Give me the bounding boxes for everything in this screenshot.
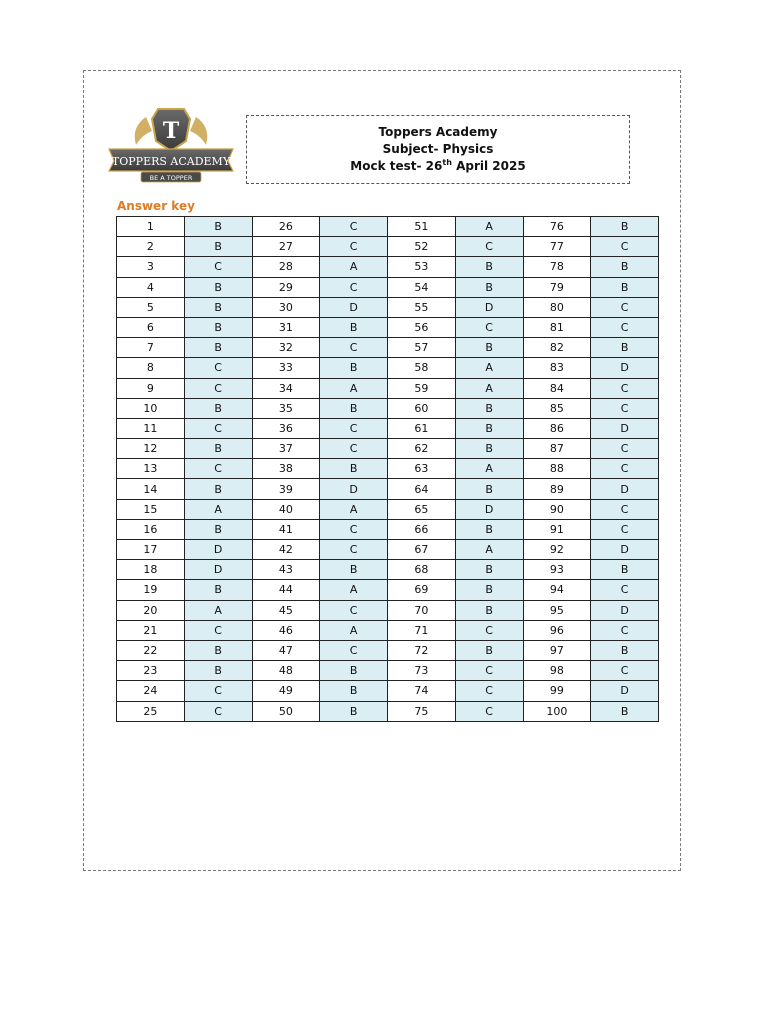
logo-letter: T bbox=[162, 118, 180, 144]
answer-cell: C bbox=[591, 439, 659, 459]
question-number: 74 bbox=[388, 681, 456, 701]
test-date-line bbox=[350, 158, 525, 175]
test-date-suffix: April 2025 bbox=[451, 159, 526, 173]
question-number: 41 bbox=[252, 519, 320, 539]
question-number: 51 bbox=[388, 217, 456, 237]
question-number: 66 bbox=[388, 519, 456, 539]
answer-cell: D bbox=[184, 540, 252, 560]
answer-cell: C bbox=[591, 661, 659, 681]
answer-cell: C bbox=[455, 317, 523, 337]
answer-cell: B bbox=[591, 217, 659, 237]
answer-cell: B bbox=[320, 661, 388, 681]
answer-cell: B bbox=[184, 519, 252, 539]
question-number: 71 bbox=[388, 620, 456, 640]
answer-cell: C bbox=[320, 600, 388, 620]
table-row bbox=[117, 257, 659, 277]
question-number: 45 bbox=[252, 600, 320, 620]
answer-cell: C bbox=[320, 277, 388, 297]
answer-cell: D bbox=[591, 479, 659, 499]
question-number: 92 bbox=[523, 540, 591, 560]
answer-cell: B bbox=[455, 418, 523, 438]
question-number: 56 bbox=[388, 317, 456, 337]
crest-logo-icon bbox=[106, 105, 236, 185]
question-number: 6 bbox=[117, 317, 185, 337]
answer-cell: B bbox=[320, 398, 388, 418]
answer-cell: C bbox=[184, 378, 252, 398]
answer-cell: B bbox=[455, 338, 523, 358]
answer-cell: A bbox=[455, 540, 523, 560]
answer-cell: A bbox=[320, 620, 388, 640]
question-number: 55 bbox=[388, 297, 456, 317]
question-number: 44 bbox=[252, 580, 320, 600]
question-number: 23 bbox=[117, 661, 185, 681]
answer-cell: B bbox=[184, 439, 252, 459]
answer-cell: C bbox=[320, 540, 388, 560]
question-number: 13 bbox=[117, 459, 185, 479]
answer-cell: C bbox=[591, 237, 659, 257]
question-number: 8 bbox=[117, 358, 185, 378]
question-number: 32 bbox=[252, 338, 320, 358]
question-number: 28 bbox=[252, 257, 320, 277]
answer-cell: D bbox=[591, 600, 659, 620]
table-row bbox=[117, 661, 659, 681]
question-number: 59 bbox=[388, 378, 456, 398]
question-number: 43 bbox=[252, 560, 320, 580]
answer-cell: C bbox=[184, 459, 252, 479]
question-number: 20 bbox=[117, 600, 185, 620]
answer-cell: B bbox=[320, 701, 388, 721]
question-number: 22 bbox=[117, 640, 185, 660]
question-number: 30 bbox=[252, 297, 320, 317]
table-row bbox=[117, 237, 659, 257]
answer-cell: C bbox=[591, 398, 659, 418]
answer-cell: A bbox=[184, 499, 252, 519]
question-number: 84 bbox=[523, 378, 591, 398]
answer-cell: C bbox=[320, 519, 388, 539]
table-row bbox=[117, 459, 659, 479]
answer-cell: D bbox=[591, 681, 659, 701]
question-number: 97 bbox=[523, 640, 591, 660]
answer-cell: B bbox=[455, 580, 523, 600]
table-row bbox=[117, 499, 659, 519]
question-number: 78 bbox=[523, 257, 591, 277]
table-row bbox=[117, 297, 659, 317]
answer-cell: C bbox=[320, 439, 388, 459]
table-row bbox=[117, 640, 659, 660]
question-number: 42 bbox=[252, 540, 320, 560]
answer-cell: D bbox=[184, 560, 252, 580]
question-number: 58 bbox=[388, 358, 456, 378]
question-number: 7 bbox=[117, 338, 185, 358]
test-date-prefix: Mock test- 26 bbox=[350, 159, 443, 173]
answer-cell: B bbox=[455, 640, 523, 660]
answer-cell: D bbox=[455, 499, 523, 519]
question-number: 100 bbox=[523, 701, 591, 721]
answer-cell: C bbox=[184, 701, 252, 721]
answer-cell: B bbox=[455, 277, 523, 297]
question-number: 37 bbox=[252, 439, 320, 459]
question-number: 54 bbox=[388, 277, 456, 297]
answer-cell: B bbox=[591, 277, 659, 297]
question-number: 88 bbox=[523, 459, 591, 479]
answer-cell: B bbox=[184, 479, 252, 499]
question-number: 65 bbox=[388, 499, 456, 519]
answer-cell: D bbox=[455, 297, 523, 317]
question-number: 46 bbox=[252, 620, 320, 640]
question-number: 80 bbox=[523, 297, 591, 317]
question-number: 63 bbox=[388, 459, 456, 479]
question-number: 95 bbox=[523, 600, 591, 620]
question-number: 72 bbox=[388, 640, 456, 660]
table-row bbox=[117, 317, 659, 337]
answer-cell: B bbox=[184, 317, 252, 337]
answer-key-title: Answer key bbox=[117, 199, 195, 213]
question-number: 50 bbox=[252, 701, 320, 721]
question-number: 17 bbox=[117, 540, 185, 560]
answer-cell: C bbox=[184, 681, 252, 701]
answer-cell: C bbox=[591, 378, 659, 398]
question-number: 40 bbox=[252, 499, 320, 519]
answer-cell: C bbox=[455, 661, 523, 681]
table-row bbox=[117, 217, 659, 237]
answer-cell: A bbox=[320, 580, 388, 600]
table-row bbox=[117, 398, 659, 418]
question-number: 83 bbox=[523, 358, 591, 378]
question-number: 36 bbox=[252, 418, 320, 438]
question-number: 38 bbox=[252, 459, 320, 479]
question-number: 60 bbox=[388, 398, 456, 418]
answer-cell: D bbox=[320, 479, 388, 499]
answer-cell: B bbox=[591, 640, 659, 660]
answer-cell: B bbox=[455, 439, 523, 459]
answer-cell: A bbox=[455, 459, 523, 479]
table-row bbox=[117, 338, 659, 358]
answer-cell: A bbox=[455, 358, 523, 378]
question-number: 93 bbox=[523, 560, 591, 580]
answer-cell: C bbox=[591, 297, 659, 317]
question-number: 86 bbox=[523, 418, 591, 438]
answer-cell: B bbox=[455, 600, 523, 620]
answer-cell: B bbox=[591, 338, 659, 358]
answer-cell: A bbox=[455, 378, 523, 398]
question-number: 29 bbox=[252, 277, 320, 297]
toppers-academy-logo bbox=[106, 105, 236, 185]
table-row bbox=[117, 479, 659, 499]
answer-cell: D bbox=[591, 540, 659, 560]
answer-cell: B bbox=[320, 459, 388, 479]
question-number: 3 bbox=[117, 257, 185, 277]
answer-cell: B bbox=[591, 560, 659, 580]
answer-cell: C bbox=[320, 418, 388, 438]
table-row bbox=[117, 277, 659, 297]
answer-cell: A bbox=[320, 378, 388, 398]
table-row bbox=[117, 519, 659, 539]
question-number: 52 bbox=[388, 237, 456, 257]
question-number: 18 bbox=[117, 560, 185, 580]
question-number: 67 bbox=[388, 540, 456, 560]
answer-cell: C bbox=[184, 358, 252, 378]
answer-cell: C bbox=[591, 620, 659, 640]
answer-cell: C bbox=[591, 580, 659, 600]
table-row bbox=[117, 681, 659, 701]
question-number: 94 bbox=[523, 580, 591, 600]
answer-cell: C bbox=[320, 338, 388, 358]
question-number: 48 bbox=[252, 661, 320, 681]
answer-cell: B bbox=[591, 257, 659, 277]
answer-cell: B bbox=[455, 398, 523, 418]
answer-cell: B bbox=[591, 701, 659, 721]
answer-cell: B bbox=[184, 338, 252, 358]
answer-cell: B bbox=[184, 640, 252, 660]
question-number: 99 bbox=[523, 681, 591, 701]
table-row bbox=[117, 580, 659, 600]
question-number: 4 bbox=[117, 277, 185, 297]
institute-name: Toppers Academy bbox=[378, 125, 498, 139]
answer-cell: C bbox=[184, 418, 252, 438]
test-header bbox=[246, 115, 630, 184]
answer-cell: B bbox=[184, 277, 252, 297]
answer-cell: B bbox=[320, 560, 388, 580]
answer-cell: C bbox=[320, 237, 388, 257]
answer-cell: C bbox=[591, 459, 659, 479]
question-number: 76 bbox=[523, 217, 591, 237]
question-number: 85 bbox=[523, 398, 591, 418]
answer-cell: C bbox=[184, 620, 252, 640]
answer-cell: B bbox=[184, 217, 252, 237]
answer-cell: B bbox=[320, 317, 388, 337]
table-row bbox=[117, 620, 659, 640]
answer-cell: C bbox=[184, 257, 252, 277]
question-number: 70 bbox=[388, 600, 456, 620]
answer-cell: A bbox=[184, 600, 252, 620]
answer-cell: A bbox=[320, 257, 388, 277]
question-number: 9 bbox=[117, 378, 185, 398]
answer-cell: C bbox=[455, 620, 523, 640]
question-number: 98 bbox=[523, 661, 591, 681]
question-number: 11 bbox=[117, 418, 185, 438]
answer-cell: C bbox=[455, 681, 523, 701]
question-number: 87 bbox=[523, 439, 591, 459]
question-number: 77 bbox=[523, 237, 591, 257]
table-row bbox=[117, 378, 659, 398]
question-number: 1 bbox=[117, 217, 185, 237]
answer-cell: B bbox=[184, 237, 252, 257]
test-date-ordinal: th bbox=[442, 158, 452, 167]
table-row bbox=[117, 540, 659, 560]
table-row bbox=[117, 418, 659, 438]
table-row bbox=[117, 701, 659, 721]
answer-cell: C bbox=[591, 519, 659, 539]
answer-cell: B bbox=[455, 519, 523, 539]
answer-cell: C bbox=[320, 217, 388, 237]
question-number: 25 bbox=[117, 701, 185, 721]
question-number: 14 bbox=[117, 479, 185, 499]
question-number: 73 bbox=[388, 661, 456, 681]
question-number: 10 bbox=[117, 398, 185, 418]
logo-tagline: BE A TOPPER bbox=[149, 174, 193, 182]
answer-cell: B bbox=[455, 560, 523, 580]
answer-cell: B bbox=[320, 681, 388, 701]
question-number: 34 bbox=[252, 378, 320, 398]
answer-cell: C bbox=[320, 640, 388, 660]
answer-cell: B bbox=[184, 398, 252, 418]
question-number: 15 bbox=[117, 499, 185, 519]
answer-cell: D bbox=[591, 358, 659, 378]
question-number: 47 bbox=[252, 640, 320, 660]
table-row bbox=[117, 358, 659, 378]
question-number: 81 bbox=[523, 317, 591, 337]
question-number: 89 bbox=[523, 479, 591, 499]
answer-cell: C bbox=[455, 701, 523, 721]
answer-cell: D bbox=[320, 297, 388, 317]
answer-cell: C bbox=[455, 237, 523, 257]
question-number: 64 bbox=[388, 479, 456, 499]
question-number: 49 bbox=[252, 681, 320, 701]
question-number: 61 bbox=[388, 418, 456, 438]
question-number: 79 bbox=[523, 277, 591, 297]
question-number: 21 bbox=[117, 620, 185, 640]
question-number: 96 bbox=[523, 620, 591, 640]
question-number: 91 bbox=[523, 519, 591, 539]
question-number: 35 bbox=[252, 398, 320, 418]
answer-cell: B bbox=[184, 661, 252, 681]
table-row bbox=[117, 560, 659, 580]
answer-cell: B bbox=[184, 580, 252, 600]
question-number: 27 bbox=[252, 237, 320, 257]
answer-cell: D bbox=[591, 418, 659, 438]
answer-key-table bbox=[116, 216, 659, 722]
subject-line: Subject- Physics bbox=[382, 142, 494, 156]
question-number: 57 bbox=[388, 338, 456, 358]
question-number: 69 bbox=[388, 580, 456, 600]
question-number: 90 bbox=[523, 499, 591, 519]
question-number: 39 bbox=[252, 479, 320, 499]
question-number: 12 bbox=[117, 439, 185, 459]
answer-cell: B bbox=[320, 358, 388, 378]
logo-name: TOPPERS ACADEMY bbox=[111, 155, 231, 168]
question-number: 24 bbox=[117, 681, 185, 701]
table-row bbox=[117, 439, 659, 459]
answer-cell: A bbox=[320, 499, 388, 519]
question-number: 33 bbox=[252, 358, 320, 378]
question-number: 2 bbox=[117, 237, 185, 257]
answer-cell: B bbox=[455, 479, 523, 499]
question-number: 5 bbox=[117, 297, 185, 317]
question-number: 16 bbox=[117, 519, 185, 539]
question-number: 53 bbox=[388, 257, 456, 277]
question-number: 62 bbox=[388, 439, 456, 459]
question-number: 82 bbox=[523, 338, 591, 358]
answer-cell: C bbox=[591, 317, 659, 337]
answer-cell: A bbox=[455, 217, 523, 237]
table-row bbox=[117, 600, 659, 620]
question-number: 26 bbox=[252, 217, 320, 237]
question-number: 31 bbox=[252, 317, 320, 337]
question-number: 19 bbox=[117, 580, 185, 600]
answer-cell: B bbox=[184, 297, 252, 317]
question-number: 75 bbox=[388, 701, 456, 721]
question-number: 68 bbox=[388, 560, 456, 580]
answer-cell: B bbox=[455, 257, 523, 277]
answer-cell: C bbox=[591, 499, 659, 519]
